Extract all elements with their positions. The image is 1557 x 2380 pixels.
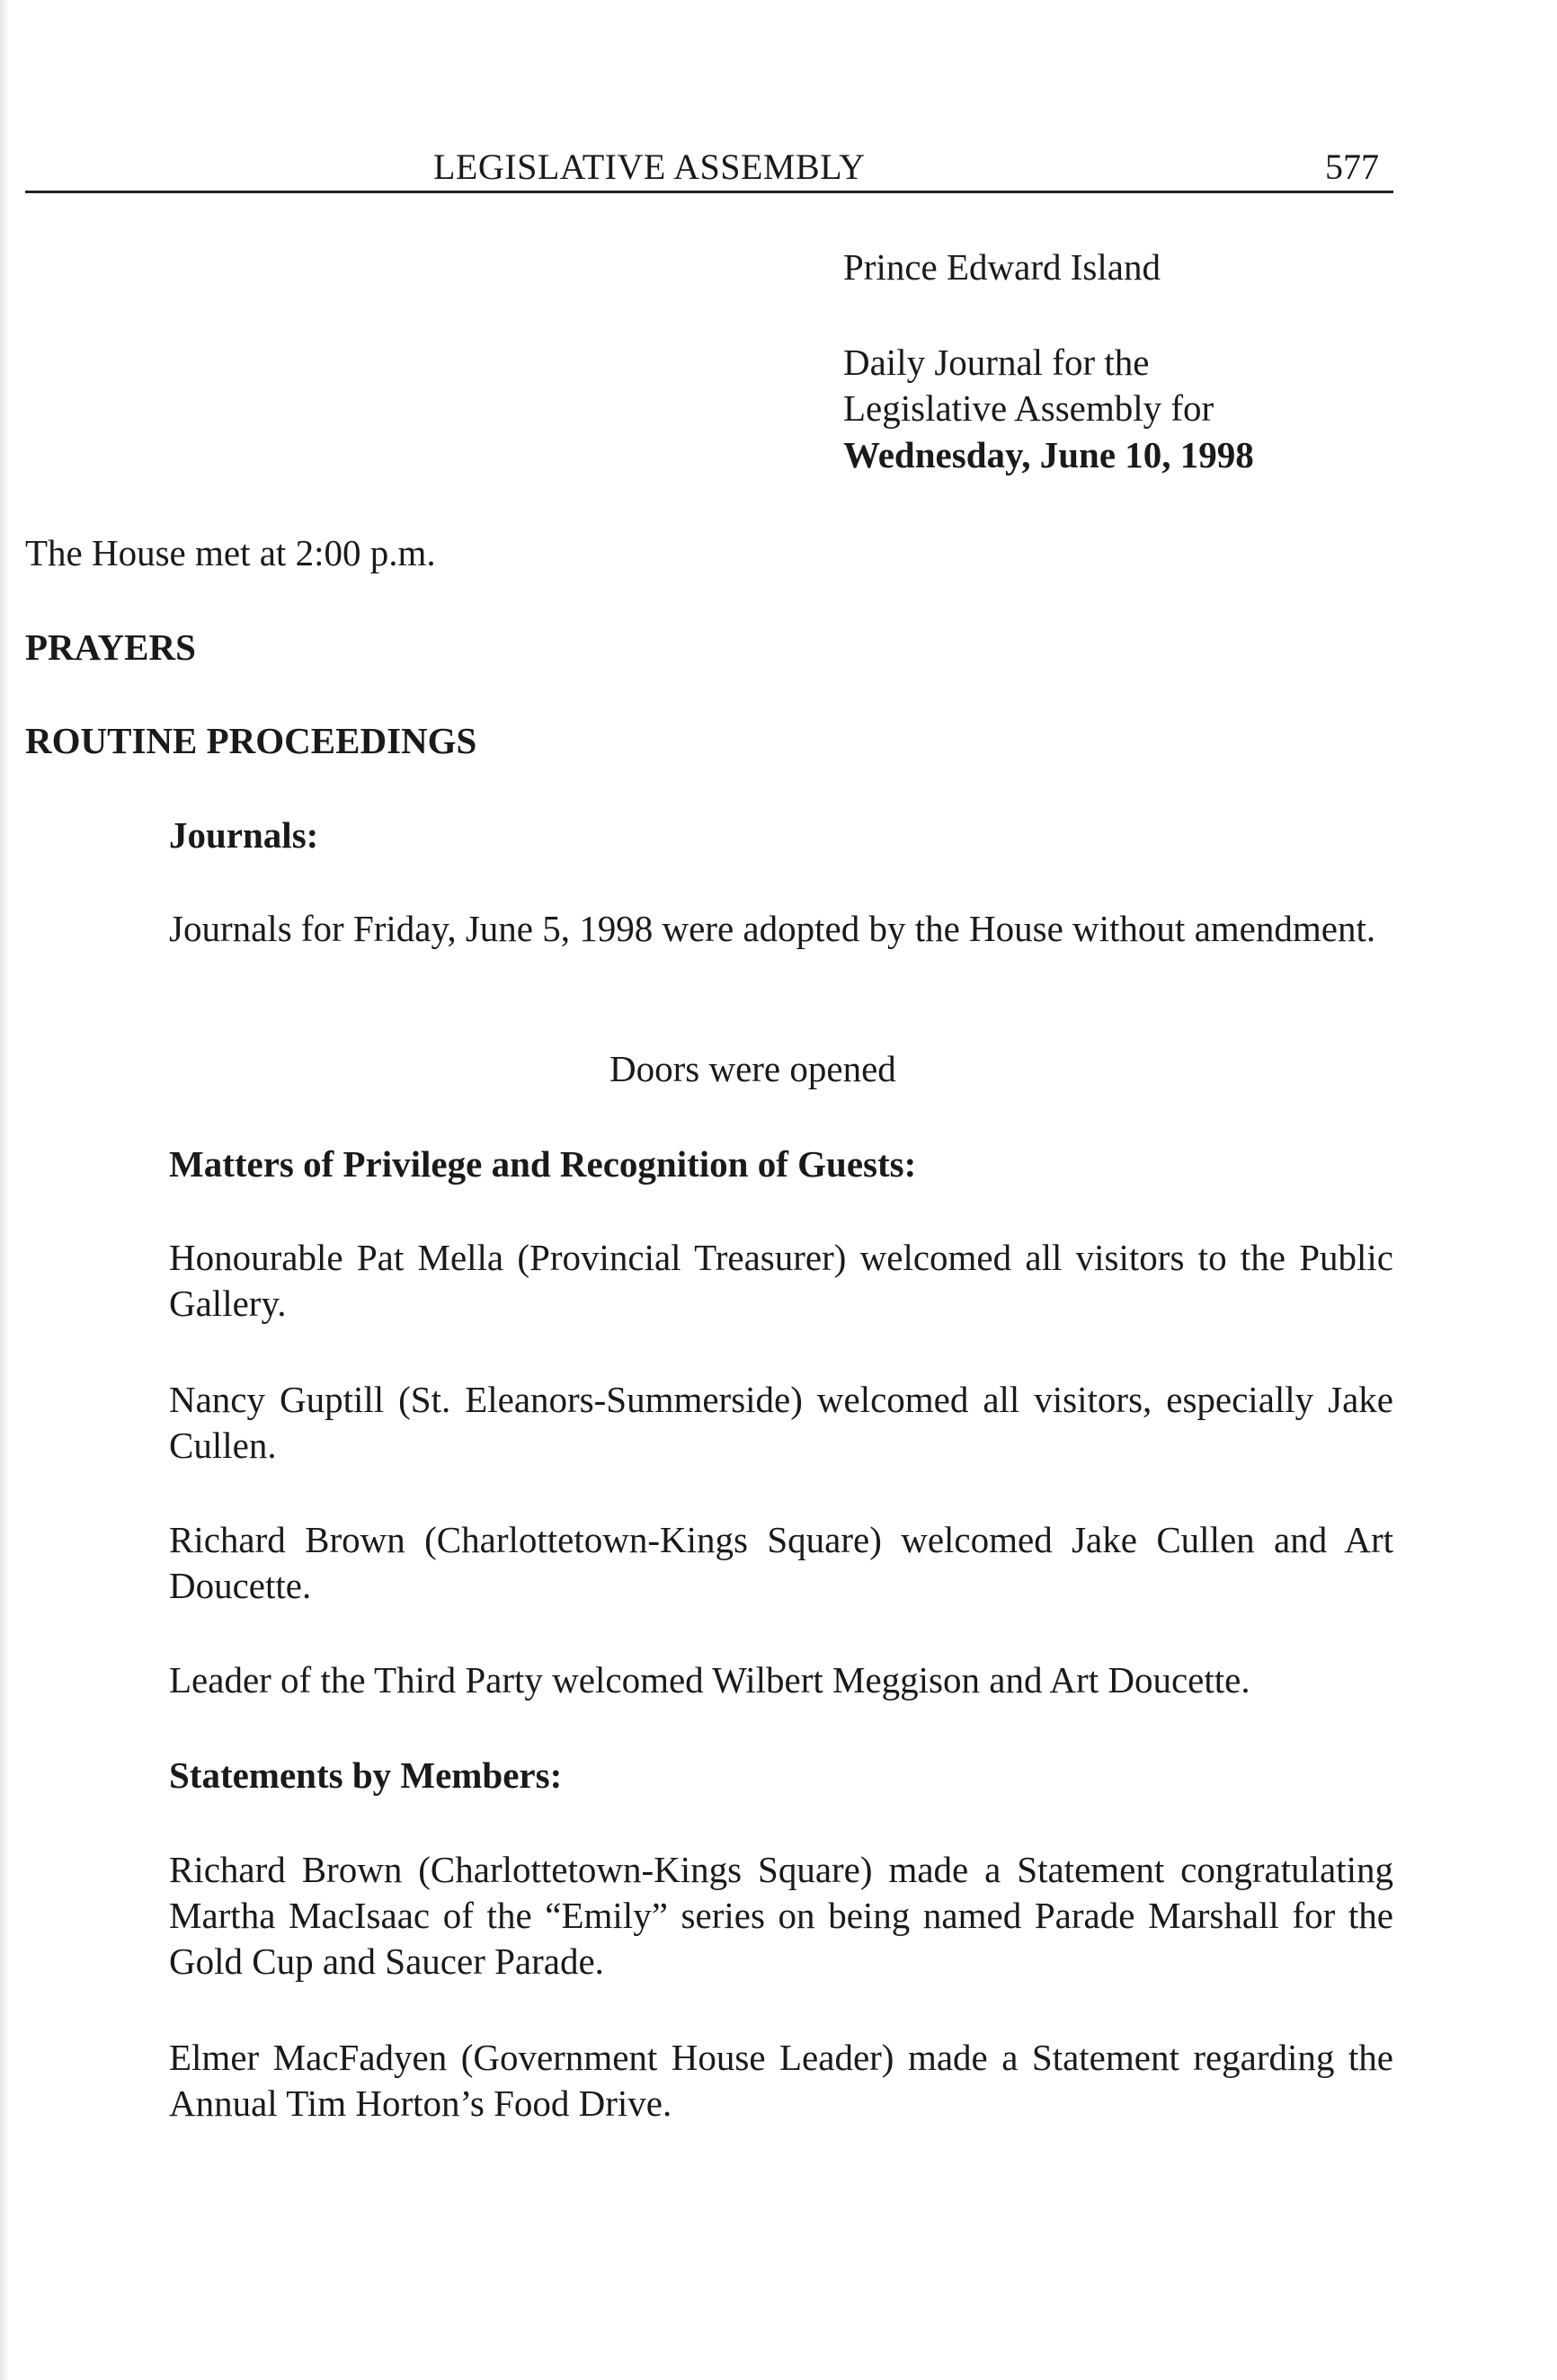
guest-paragraph: Richard Brown (Charlottetown-Kings Square) welcomed Jake Cullen and Art Doucette.: [169, 1519, 1393, 1606]
sitting-date: Wednesday, June 10, 1998: [843, 434, 1254, 475]
journals-paragraph: Journals for Friday, June 5, 1998 were adopted by the House without amendment.: [169, 908, 1376, 949]
guests-heading: Matters of Privilege and Recognition of Guests:: [169, 1143, 917, 1185]
guest-paragraph: Nancy Guptill (St. Eleanors-Summerside) welcomed all visitors, especially Jake Cullen.: [169, 1379, 1393, 1466]
statement-paragraph: Elmer MacFadyen (Government House Leader) made a Statement regarding the Annual Tim Horton’s Food Drive.: [169, 2037, 1393, 2124]
province-name: Prince Edward Island: [843, 246, 1161, 288]
statement-paragraph: Richard Brown (Charlottetown-Kings Square) made a Statement congratulating Martha MacIsaac of the “Emily” series on being named Parade Marshall for the Gold Cup and Saucer Parade.: [169, 1849, 1393, 1982]
journal-title-line-2: Legislative Assembly for: [843, 387, 1214, 429]
routine-proceedings-heading: ROUTINE PROCEEDINGS: [25, 720, 477, 761]
doors-opened: Doors were opened: [609, 1048, 896, 1089]
page-number: 577: [1325, 147, 1379, 187]
guest-paragraph: Leader of the Third Party welcomed Wilbert Meggison and Art Doucette.: [169, 1659, 1250, 1701]
guest-paragraph: Honourable Pat Mella (Provincial Treasurer) welcomed all visitors to the Public Gallery.: [169, 1237, 1393, 1324]
header-rule: [25, 191, 1393, 193]
house-met-time: The House met at 2:00 p.m.: [25, 532, 436, 573]
prayers-heading: PRAYERS: [25, 626, 196, 668]
journals-heading: Journals:: [169, 814, 319, 856]
running-header-title: LEGISLATIVE ASSEMBLY: [433, 147, 866, 187]
journal-title-line-1: Daily Journal for the: [843, 342, 1150, 383]
statements-heading: Statements by Members:: [169, 1754, 563, 1796]
